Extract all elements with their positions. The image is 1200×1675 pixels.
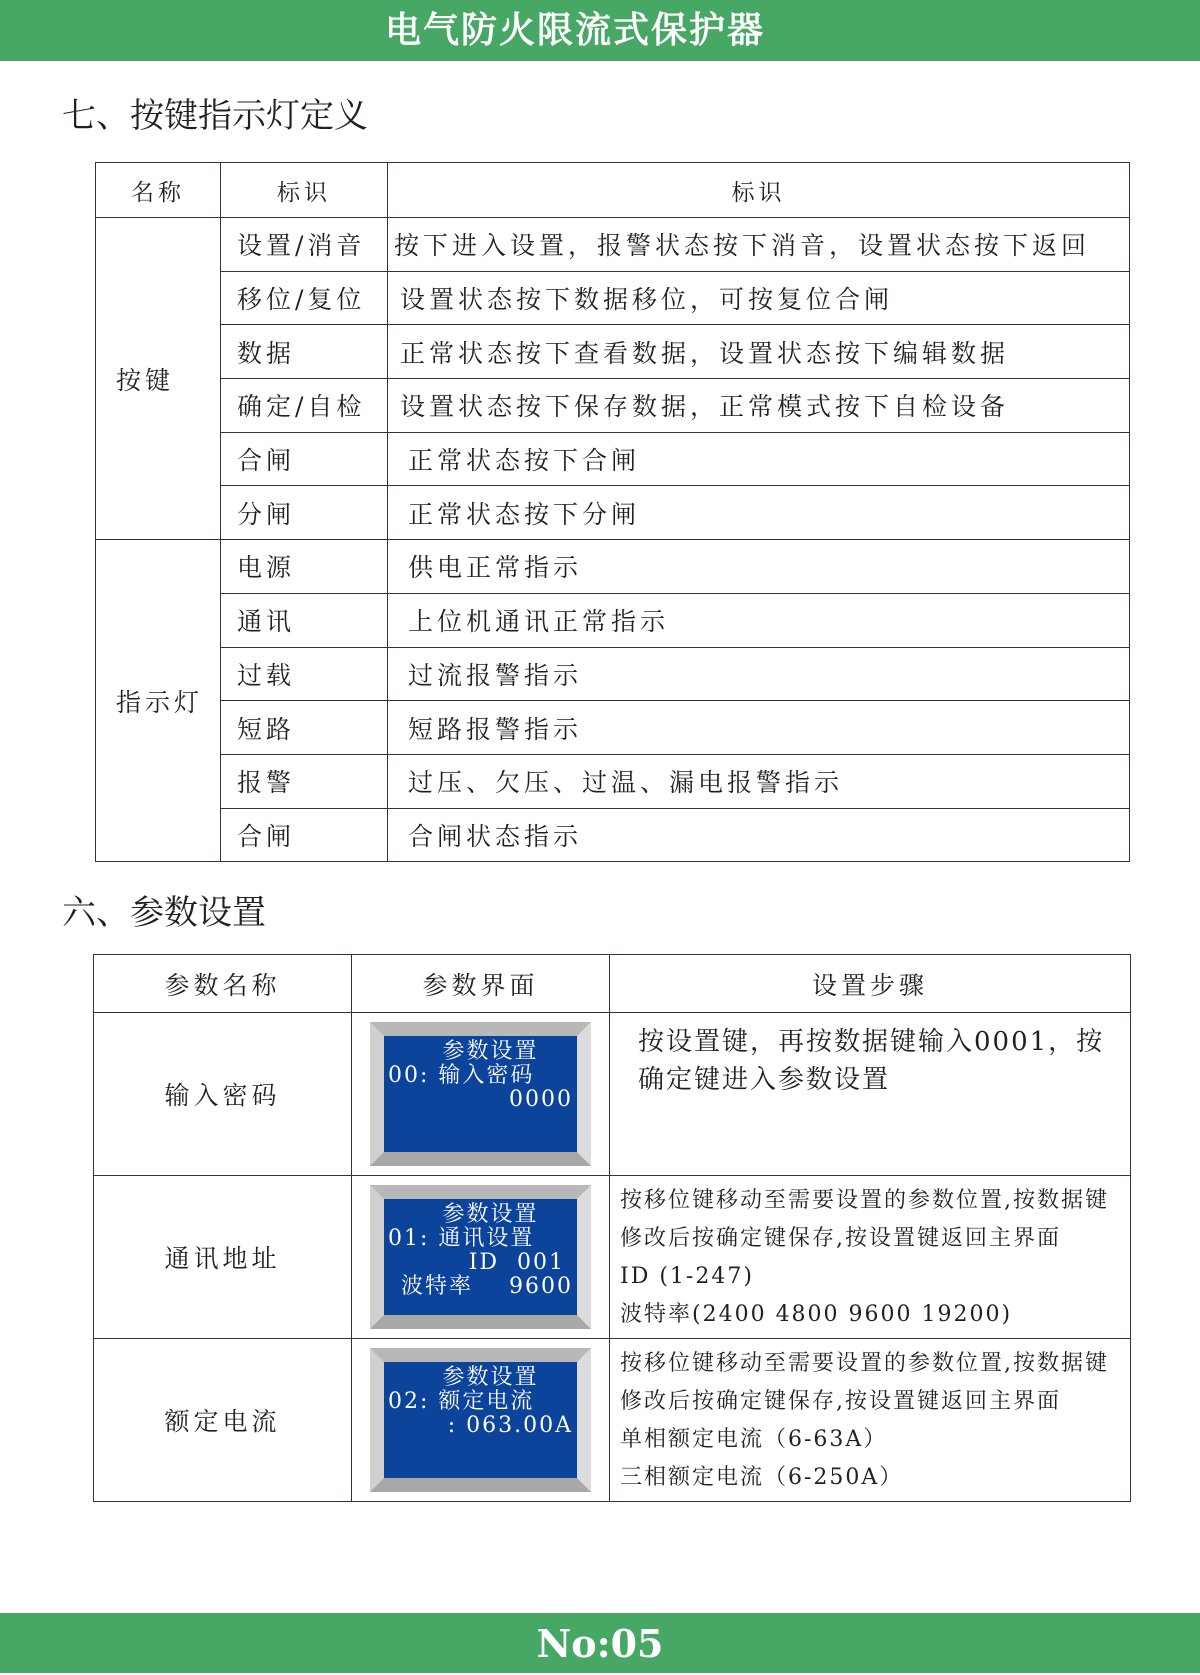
section-7-title: 七、按键指示灯定义 <box>62 96 368 136</box>
lcd-line: 02: 额定电流 <box>388 1389 535 1414</box>
table-row <box>96 593 1130 647</box>
lcd-line: 00: 输入密码 <box>388 1063 535 1088</box>
table-row <box>96 325 1130 379</box>
item-description: 过压、欠压、过温、漏电报警指示 <box>388 754 1130 808</box>
item-description: 正常状态按下合闸 <box>388 432 1130 486</box>
key-indicator-table <box>95 162 1130 862</box>
table-row <box>94 1013 1131 1176</box>
step-line: ID (1-247) <box>620 1264 754 1289</box>
table-header-row <box>96 163 1130 218</box>
table-row <box>94 1176 1131 1339</box>
setting-steps <box>610 1013 1131 1176</box>
item-description: 合闸状态指示 <box>388 808 1130 862</box>
table-row <box>96 540 1130 594</box>
item-id: 合闸 <box>221 432 388 486</box>
item-description: 正常状态按下分闸 <box>388 486 1130 540</box>
lcd-line <box>388 1112 573 1136</box>
item-description: 短路报警指示 <box>388 701 1130 755</box>
item-id: 分闸 <box>221 486 388 540</box>
item-id: 合闸 <box>221 808 388 862</box>
step-line: 按设置键，再按数据键输入0001，按确定键进入参数设置 <box>638 1027 1105 1095</box>
item-id: 短路 <box>221 701 388 755</box>
lcd-line: 参数设置 <box>442 1202 539 1227</box>
item-id: 报警 <box>221 754 388 808</box>
document-title: 电气防火限流式保护器 <box>384 10 765 51</box>
item-id: 设置/消音 <box>221 218 388 272</box>
lcd-line: 0000 <box>509 1087 573 1112</box>
step-line: 单相额定电流（6-63A） <box>620 1427 888 1452</box>
page-number: No:05 <box>536 1621 664 1666</box>
lcd-line: ID 001 <box>468 1250 565 1275</box>
lcd-line: : 063.00A <box>447 1413 573 1438</box>
lcd-screen-frame <box>370 1022 591 1166</box>
item-id: 电源 <box>221 540 388 594</box>
lcd-screen <box>384 1362 577 1478</box>
item-id: 通讯 <box>221 593 388 647</box>
lcd-line: 01: 通讯设置 <box>388 1226 535 1251</box>
lcd-line: 参数设置 <box>442 1365 539 1390</box>
table-row <box>96 486 1130 540</box>
table-header-row <box>94 955 1131 1013</box>
step-line: 按移位键移动至需要设置的参数位置,按数据键修改后按确定键保存,按设置键返回主界面 <box>620 1351 1109 1414</box>
table-row <box>96 432 1130 486</box>
lcd-line: 波特率 9600 <box>401 1274 573 1299</box>
table-row <box>96 379 1130 433</box>
setting-steps <box>610 1339 1131 1502</box>
parameter-name: 额定电流 <box>94 1339 352 1502</box>
item-id: 数据 <box>221 325 388 379</box>
lcd-cell <box>352 1013 610 1176</box>
header-banner <box>0 0 1200 61</box>
table-row <box>96 271 1130 325</box>
parameter-settings-table <box>93 954 1131 1502</box>
header-cell: 名称 <box>96 163 221 218</box>
item-description: 正常状态按下查看数据，设置状态按下编辑数据 <box>388 325 1130 379</box>
group-name: 按键 <box>96 218 221 540</box>
header-cell: 设置步骤 <box>610 955 1131 1013</box>
step-line: 三相额定电流（6-250A） <box>620 1465 904 1490</box>
table-row <box>96 647 1130 701</box>
step-line: 按移位键移动至需要设置的参数位置,按数据键修改后按确定键保存,按设置键返回主界面 <box>620 1188 1109 1251</box>
item-description: 供电正常指示 <box>388 540 1130 594</box>
lcd-line <box>388 1438 573 1462</box>
item-id: 移位/复位 <box>221 271 388 325</box>
table-row <box>96 218 1130 272</box>
footer-banner <box>0 1613 1200 1673</box>
item-description: 设置状态按下保存数据，正常模式按下自检设备 <box>388 379 1130 433</box>
item-description: 设置状态按下数据移位，可按复位合闸 <box>388 271 1130 325</box>
group-name: 指示灯 <box>96 540 221 862</box>
header-cell: 标识 <box>388 163 1130 218</box>
lcd-cell <box>352 1339 610 1502</box>
header-cell: 参数名称 <box>94 955 352 1013</box>
table-row <box>96 808 1130 862</box>
parameter-name: 输入密码 <box>94 1013 352 1176</box>
section-6-title: 六、参数设置 <box>62 893 266 933</box>
item-description: 按下进入设置，报警状态按下消音，设置状态按下返回 <box>388 218 1130 272</box>
table-row <box>94 1339 1131 1502</box>
table-row <box>96 754 1130 808</box>
lcd-line: 参数设置 <box>442 1039 539 1064</box>
lcd-screen-frame <box>370 1185 591 1329</box>
header-cell: 标识 <box>221 163 388 218</box>
item-id: 确定/自检 <box>221 379 388 433</box>
table-row <box>96 701 1130 755</box>
lcd-screen <box>384 1036 577 1152</box>
lcd-screen <box>384 1199 577 1315</box>
item-description: 过流报警指示 <box>388 647 1130 701</box>
parameter-name: 通讯地址 <box>94 1176 352 1339</box>
lcd-cell <box>352 1176 610 1339</box>
item-id: 过载 <box>221 647 388 701</box>
step-line: 波特率(2400 4800 9600 19200) <box>620 1302 1013 1327</box>
item-description: 上位机通讯正常指示 <box>388 593 1130 647</box>
lcd-screen-frame <box>370 1348 591 1492</box>
setting-steps <box>610 1176 1131 1339</box>
header-cell: 参数界面 <box>352 955 610 1013</box>
